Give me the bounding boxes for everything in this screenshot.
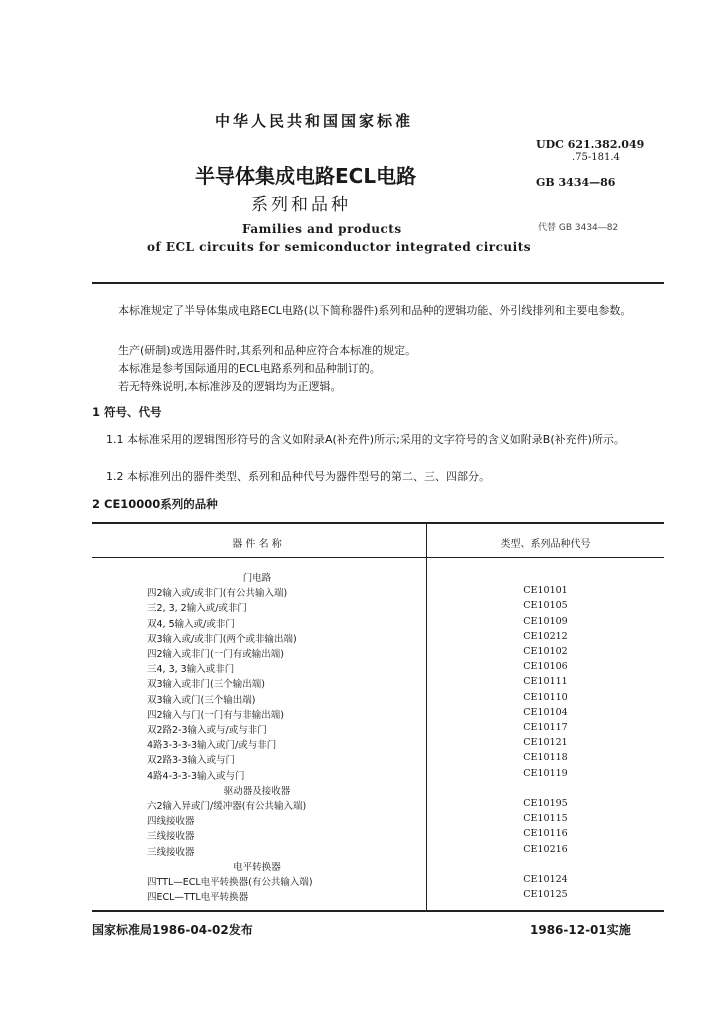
intro-paragraph-3: 本标准是参考国际通用的ECL电路系列和品种制订的。 <box>118 362 381 375</box>
table-row-code: CE10195 <box>523 798 568 809</box>
table-row-code: CE10102 <box>523 646 568 657</box>
table-bottom-rule <box>92 910 664 912</box>
table-row-name: 双2路2-3输入或与/或与非门 <box>147 725 267 736</box>
table-row-code: CE10109 <box>523 615 568 627</box>
doc-title-en-2: of ECL circuits for semiconductor integrated circuits <box>147 240 531 254</box>
table-row-code: CE10125 <box>523 889 568 901</box>
table-row-code: CE10104 <box>523 706 568 718</box>
table-group-title: 驱动器及接收器 <box>223 785 291 797</box>
table-row-name: 双3输入或门(三个输出端) <box>147 694 256 706</box>
table-row-name: 四2输入或非门(一门有或输出端) <box>147 649 284 660</box>
table-row-name: 四2输入与门(一门有与非输出端) <box>147 709 284 721</box>
table-row-code: CE10115 <box>523 813 568 825</box>
intro-paragraph-2: 生产(研制)或选用器件时,其系列和品种应符合本标准的规定。 <box>118 344 417 357</box>
intro-paragraph-1: 本标准规定了半导体集成电路ECL电路(以下简称器件)系列和品种的逻辑功能、外引线排列和主要电参数。 <box>118 304 632 317</box>
product-table <box>92 522 664 912</box>
table-row-code: CE10106 <box>523 661 568 673</box>
table-row-name: 三4, 3, 3输入或非门 <box>147 664 235 676</box>
table-row-code: CE10124 <box>523 874 568 885</box>
table-row-code: CE10117 <box>523 722 568 733</box>
table-row-name: 四线接收器 <box>147 816 195 828</box>
table-row-name: 三2, 3, 2输入或/或非门 <box>147 603 247 615</box>
table-row-code: CE10116 <box>523 828 568 840</box>
table-row-code: CE10216 <box>523 843 568 855</box>
table-row-name: 双4, 5输入或/或非门 <box>147 618 235 630</box>
table-group-title: 门电路 <box>242 573 272 584</box>
intro-paragraph-4: 若无特殊说明,本标准涉及的逻辑均为正逻辑。 <box>118 380 342 393</box>
table-header-code: 类型、系列品种代号 <box>500 539 591 550</box>
effective-date: 1986-12-01实施 <box>530 923 631 937</box>
replaces-note: 代替 GB 3434—82 <box>538 223 619 233</box>
doc-title-cn-1: 半导体集成电路ECL电路 <box>195 164 417 188</box>
table-row-name: 双3输入或/或非门(两个或非输出端) <box>147 633 297 645</box>
table-header-name: 器 件 名 称 <box>232 539 282 550</box>
issued-date: 国家标准局1986-04-02发布 <box>92 923 253 937</box>
table-row-name: 三线接收器 <box>147 831 195 843</box>
udc-code-line-1: UDC 621.382.049 <box>536 138 645 151</box>
country-standard-title: 中华人民共和国国家标准 <box>215 112 414 130</box>
table-body <box>92 522 664 912</box>
doc-title-cn-2: 系列和品种 <box>251 195 351 215</box>
section-2-heading: 2 CE10000系列的品种 <box>92 497 218 511</box>
table-row-name: 三线接收器 <box>147 846 195 858</box>
table-row-name: 四2输入或/或非门(有公共输入端) <box>147 588 288 600</box>
table-row-code: CE10105 <box>523 600 568 612</box>
table-row-code: CE10212 <box>523 630 568 642</box>
section-1-2-text: 1.2 本标准列出的器件类型、系列和品种代号为器件型号的第二、三、四部分。 <box>106 470 490 483</box>
table-row-code: CE10101 <box>523 585 568 597</box>
table-row-code: CE10119 <box>523 767 568 779</box>
doc-title-en-1: Families and products <box>242 222 402 236</box>
section-1-heading: 1 符号、代号 <box>92 405 162 419</box>
udc-code-line-2: .75-181.4 <box>572 152 620 163</box>
gb-number: GB 3434—86 <box>536 176 616 189</box>
table-row-name: 四TTL—ECL电平转换器(有公共输入端) <box>147 877 313 888</box>
table-row-code: CE10121 <box>523 737 568 749</box>
table-group-title: 电平转换器 <box>233 861 281 873</box>
table-row-code: CE10110 <box>523 691 568 703</box>
table-row-name: 四ECL—TTL电平转换器 <box>147 892 249 904</box>
table-row-code: CE10111 <box>523 676 568 688</box>
table-row-name: 4路4-3-3-3输入或与门 <box>147 770 245 782</box>
table-row-name: 六2输入异或门/缓冲器(有公共输入端) <box>147 801 307 812</box>
table-row-name: 4路3-3-3-3输入或门/或与非门 <box>147 740 277 752</box>
header-divider <box>92 282 664 284</box>
table-row-code: CE10118 <box>523 752 568 764</box>
table-row-name: 双2路3-3输入或与门 <box>147 755 236 767</box>
table-row-name: 双3输入或非门(三个输出端) <box>147 679 265 691</box>
section-1-1-text: 1.1 本标准采用的逻辑图形符号的含义如附录A(补充件)所示;采用的文字符号的含义如附录B(补充件)所示。 <box>106 433 625 446</box>
